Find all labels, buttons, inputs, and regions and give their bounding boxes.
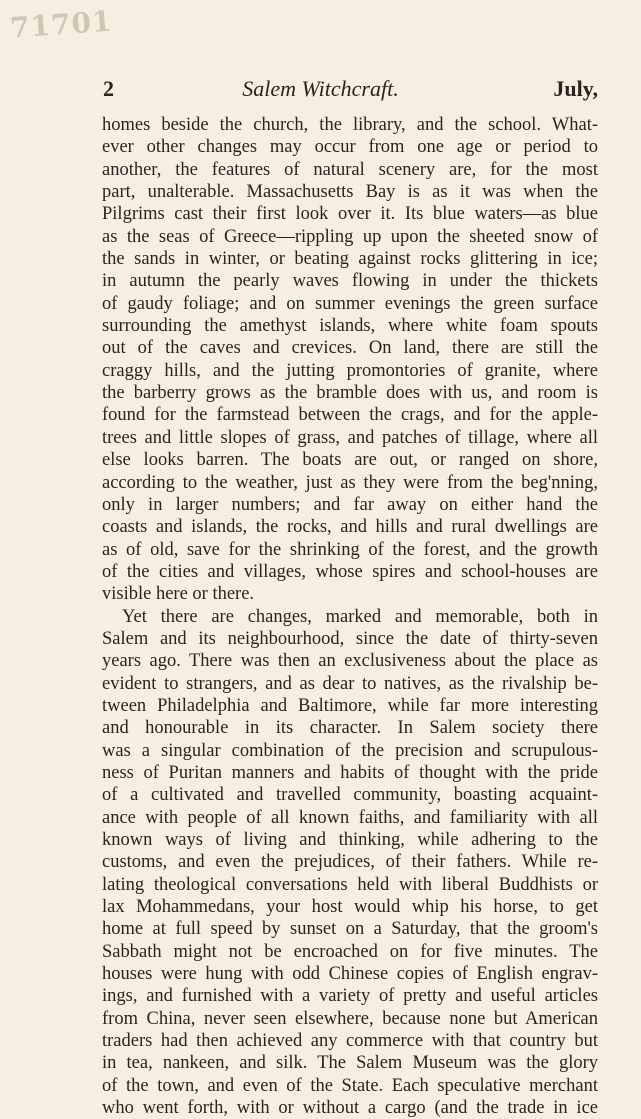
text-line: Salem and its neighbourhood, since the date of thirty-seven xyxy=(102,628,598,649)
text-line: of gaudy foliage; and on summer evenings the green surface xyxy=(102,293,598,314)
text-line: customs, and even the prejudices, of their fathers. While re- xyxy=(102,852,598,873)
text-line: the barberry grows as the bramble does with us, and room is xyxy=(102,383,598,404)
text-line: and honourable in its character. In Salem society there xyxy=(102,718,598,739)
text-line: known ways of living and thinking, while adhering to the xyxy=(102,830,598,850)
body-text xyxy=(102,114,598,1119)
text-line: part, unalterable. Massachusetts Bay is as it was when the xyxy=(102,182,598,203)
page-number: 2 xyxy=(103,76,114,101)
library-stamp: 71701 xyxy=(8,4,114,45)
text-line: ings, and furnished with a variety of pretty and useful articles xyxy=(102,986,598,1007)
text-line: found for the farmstead between the crags, and for the apple- xyxy=(102,405,598,426)
text-line: according to the weather, just as they were from the beg'nning, xyxy=(102,472,598,493)
text-line: in autumn the pearly waves flowing in under the thickets xyxy=(102,271,598,292)
text-line: lating theological conversations held with liberal Buddhists or xyxy=(102,874,598,895)
text-line: craggy hills, and the jutting promontories of granite, where xyxy=(102,360,598,381)
text-line: ance with people of all known faiths, and familiarity with all xyxy=(102,807,598,828)
text-line: coasts and islands, the rocks, and hills and rural dwellings are xyxy=(102,517,598,538)
text-line: trees and little slopes of grass, and patches of tillage, where all xyxy=(102,427,598,448)
paragraph xyxy=(102,606,598,1119)
text-line: homes beside the church, the library, and the school. What- xyxy=(102,115,598,135)
text-line: lax Mohammedans, your host would whip his horse, to get xyxy=(102,897,598,918)
text-line: of the town, and even of the State. Each speculative merchant xyxy=(102,1075,598,1096)
running-date: July, xyxy=(553,76,598,101)
text-line: from China, never seen elsewhere, because none but American xyxy=(102,1008,598,1029)
text-line: Yet there are changes, marked and memorable, both in xyxy=(122,606,598,627)
text-line: in tea, nankeen, and silk. The Salem Museum was the glory xyxy=(102,1053,598,1074)
text-line: who went forth, with or without a cargo (and the trade in ice xyxy=(102,1098,598,1119)
text-line: was a singular combination of the precision and scrupulous- xyxy=(102,740,598,761)
text-line: of the cities and villages, whose spires and school-houses are xyxy=(102,561,598,582)
text-line: the sands in winter, or beating against rocks glittering in ice; xyxy=(102,249,598,270)
running-title: Salem Witchcraft. xyxy=(242,76,399,101)
text-line: another, the features of natural scenery are, for the most xyxy=(102,159,598,180)
text-line: visible here or there. xyxy=(102,584,255,605)
text-line: surrounding the amethyst islands, where white foam spouts xyxy=(102,316,598,337)
text-line: Pilgrims cast their first look over it. Its blue waters—as blue xyxy=(102,204,598,225)
text-line: ever other changes may occur from one age or period to xyxy=(102,137,598,158)
text-line: houses were hung with odd Chinese copies of English engrav- xyxy=(102,964,598,985)
text-line: years ago. There was then an exclusiveness about the place as xyxy=(102,651,598,672)
text-line: traders had then achieved any commerce with that country but xyxy=(102,1031,598,1052)
text-line: tween Philadelphia and Baltimore, while far more interesting xyxy=(102,695,598,716)
text-line: of a cultivated and travelled community, boasting acquaint- xyxy=(102,785,598,806)
paragraph xyxy=(102,114,598,606)
text-line: ness of Puritan manners and habits of thought with the pride xyxy=(102,762,598,783)
text-line: home at full speed by sunset on a Saturday, that the groom's xyxy=(102,919,598,940)
text-line: only in larger numbers; and far away on either hand the xyxy=(102,494,598,515)
text-line: else looks barren. The boats are out, or ranged on shore, xyxy=(102,450,598,471)
text-line: out of the caves and crevices. On land, there are still the xyxy=(102,338,598,359)
text-line: as of old, save for the shrinking of the forest, and the growth xyxy=(102,539,598,560)
text-line: evident to strangers, and as dear to natives, as the rivalship be- xyxy=(102,673,598,694)
text-line: Sabbath might not be encroached on for five minutes. The xyxy=(102,941,598,962)
text-line: as the seas of Greece—rippling up upon the sheeted snow of xyxy=(102,226,598,247)
running-header xyxy=(0,76,641,106)
